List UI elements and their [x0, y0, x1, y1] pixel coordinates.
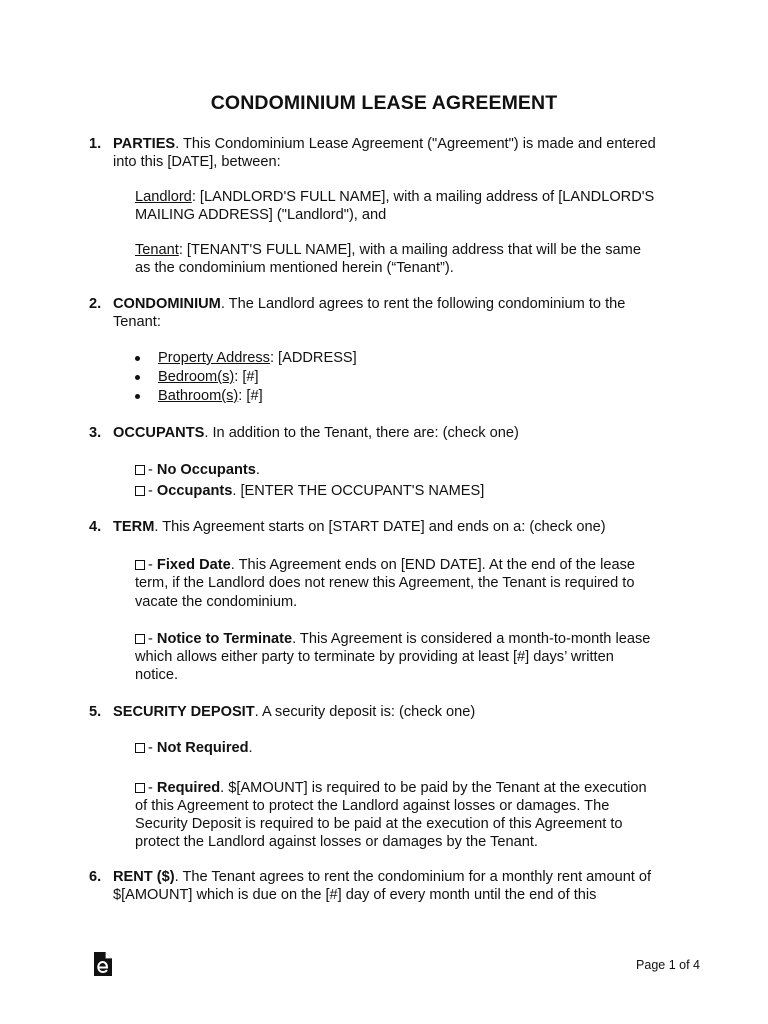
section-number: 4.: [89, 519, 102, 535]
section-number: 3.: [89, 425, 102, 441]
section-number: 2.: [89, 296, 102, 312]
checkbox[interactable]: [135, 486, 145, 496]
section-number: 6.: [89, 869, 102, 885]
section-heading: OCCUPANTS: [113, 425, 205, 441]
document-title: CONDOMINIUM LEASE AGREEMENT: [210, 92, 558, 114]
tenant-label: Tenant: [135, 242, 179, 258]
page-number: Page 1 of 4: [636, 958, 700, 972]
section-number: 5.: [89, 704, 102, 720]
parties-line-2: into this [DATE], between:: [113, 154, 281, 170]
bullet-icon: [135, 375, 140, 380]
checkbox[interactable]: [135, 560, 145, 570]
checkbox[interactable]: [135, 634, 145, 644]
section-heading: RENT ($): [113, 869, 175, 885]
section-number: 1.: [89, 136, 102, 152]
bullet-icon: [135, 356, 140, 361]
section-heading: SECURITY DEPOSIT: [113, 704, 255, 720]
checkbox[interactable]: [135, 465, 145, 475]
document-e-logo-icon: [92, 950, 114, 978]
section-heading: CONDOMINIUM: [113, 296, 221, 312]
checkbox[interactable]: [135, 743, 145, 753]
landlord-label: Landlord: [135, 189, 192, 205]
document-page: CONDOMINIUM LEASE AGREEMENT 1. PARTIES. This Condominium Lease Agreement ("Agreement") is made and entered into this [DATE], between: Landlord: [LANDLORD'S FULL NAME], with a mailing address of [LANDLORD'S MAILING ADDRESS] ("Landlord"), and Tenant: [TENANT'S FULL NAME], with a mailing address that will be the same as the condominium mentioned herein (“Tenant”). 2. CONDOMINIUM. The Landlord agrees to rent the following condominium to the Tenant: Property Address: [ADDRESS] Bedroom(s): [#] Bathroom(s): [#] 3. OCCUPANTS. In addition to the Tenant, there are: (check one) - No Occupants. - Occupants. [ENTER THE OCCUPANT'S NAMES] 4. TERM. This Agreement starts on [START DATE] and ends on a: (check one) - Fixed Date. This Agreement ends on [END DATE]. At the end of the lease term, if the Landlord does not renew this Agreement, the Tenant is required to vacate the condominium. - Notice to Terminate. This Agreement is considered a month-to-month lease which allows either party to terminate by providing at least [#] days’ written notice. 5. SECURITY DEPOSIT. A security deposit is: (check one) - Not Required. - Required. $[AMOUNT] is required to be paid by the Tenant at the execution of this Agreement to protect the Landlord against losses or damages. The Security Deposit is required to be paid at the execution of this Agreement to protect the Landlord against losses or damages by the Tenant. 6. RENT ($). The Tenant agrees to rent the condominium for a monthly rent amount of $[AMOUNT] which is due on the [#] day of every month until the end of this Page 1 of 4: [0, 0, 768, 1024]
bullet-icon: [135, 394, 140, 399]
section-heading: PARTIES: [113, 136, 176, 152]
checkbox[interactable]: [135, 783, 145, 793]
section-heading: TERM: [113, 519, 155, 535]
